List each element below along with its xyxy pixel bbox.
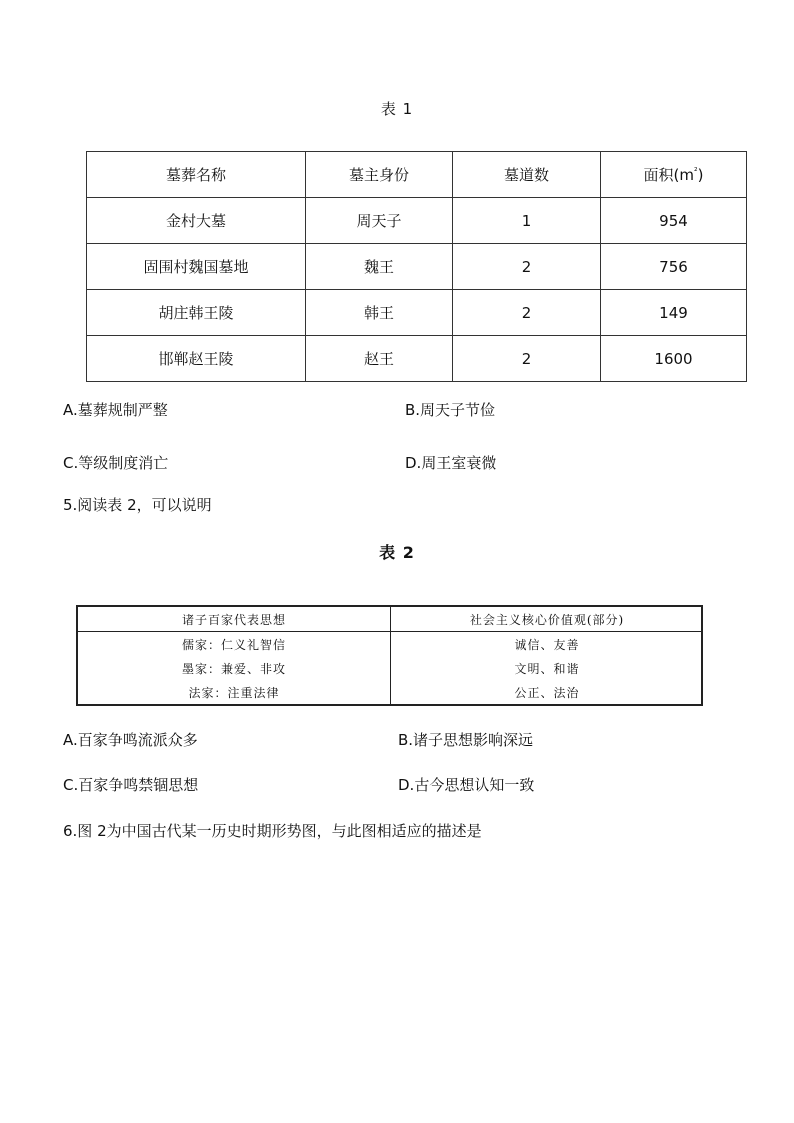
q6-stem: 6.图 2为中国古代某一历史时期形势图，与此图相适应的描述是 [63, 822, 482, 840]
table1-cell: 固围村魏国墓地 [87, 244, 306, 290]
table1-cell: 756 [601, 244, 747, 290]
table1-cell: 954 [601, 198, 747, 244]
table1-header-area [601, 152, 747, 198]
table1-cell: 2 [453, 336, 601, 382]
table2-cell: 墨家：兼爱、非攻 [181, 662, 286, 676]
q5-option-d[interactable]: D.古今思想认知一致 [398, 776, 535, 794]
table1-cell: 邯郸赵王陵 [87, 336, 306, 382]
table1 [86, 151, 747, 382]
table1-cell: 周天子 [306, 198, 453, 244]
table1-header-area-unit-exp: ² [694, 167, 698, 177]
table1-cell: 1600 [601, 336, 747, 382]
table-row [87, 336, 747, 382]
table1-header-owner: 墓主身份 [306, 152, 453, 198]
table1-header-area-label: 面积(m [643, 166, 694, 184]
q5-stem: 5.阅读表 2，可以说明 [63, 496, 212, 514]
table-row [87, 290, 747, 336]
table1-caption: 表 1 [380, 100, 414, 118]
table2-cell: 法家：注重法律 [188, 686, 280, 700]
q5-option-a[interactable]: A.百家争鸣流派众多 [63, 731, 198, 749]
table1-cell: 149 [601, 290, 747, 336]
q4-option-d[interactable]: D.周王室衰微 [405, 454, 497, 472]
table2-caption: 表 2 [379, 543, 415, 562]
table1-header-area-close: ) [697, 166, 704, 184]
table1-cell: 魏王 [306, 244, 453, 290]
table1-cell: 金村大墓 [87, 198, 306, 244]
table2 [76, 605, 703, 706]
table2-cell: 公正、法治 [514, 686, 580, 700]
table2-header-right: 社会主义核心价值观(部分) [469, 613, 625, 627]
table2-cell: 儒家：仁义礼智信 [181, 638, 286, 652]
table-row [87, 198, 747, 244]
table1-header-passages: 墓道数 [453, 152, 601, 198]
table1-cell: 2 [453, 290, 601, 336]
table1-header-row [87, 152, 747, 198]
q5-option-c[interactable]: C.百家争鸣禁锢思想 [63, 776, 199, 794]
q4-option-c[interactable]: C.等级制度消亡 [63, 454, 169, 472]
table2-cell: 文明、和谐 [514, 662, 580, 676]
table1-cell: 2 [453, 244, 601, 290]
table1-cell: 胡庄韩王陵 [87, 290, 306, 336]
q5-option-b[interactable]: B.诸子思想影响深远 [398, 731, 534, 749]
table1-header-name: 墓葬名称 [87, 152, 306, 198]
table1-cell: 韩王 [306, 290, 453, 336]
table1-cell: 赵王 [306, 336, 453, 382]
table2-cell: 诚信、友善 [514, 638, 580, 652]
q4-option-b[interactable]: B.周天子节俭 [405, 401, 496, 419]
table2-header-left: 诸子百家代表思想 [181, 613, 286, 627]
table1-cell: 1 [453, 198, 601, 244]
q4-option-a[interactable]: A.墓葬规制严整 [63, 401, 168, 419]
table-row [87, 244, 747, 290]
